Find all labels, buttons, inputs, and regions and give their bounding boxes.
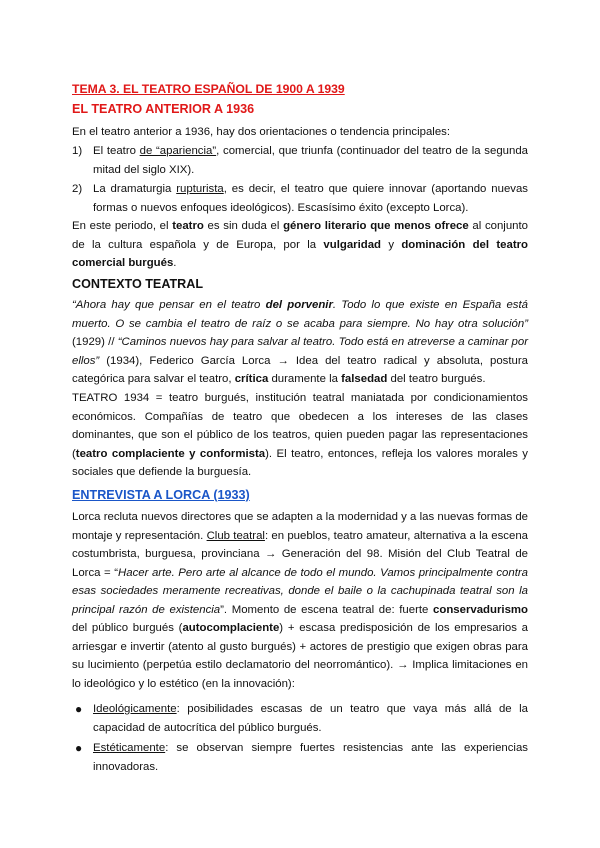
period-paragraph: En este periodo, el teatro es sin duda el género literario que menos ofrece al conjunto de la cultura española y de Europa, por la vulgaridad y dominación del teatro comercial burgués. [72,220,529,269]
bullet-item-esteticamente: Estéticamente: se observan siempre fuertes resistencias ante las experiencias innovadoras. [93,742,528,773]
underlined-term: Club teatral [206,529,265,542]
section-heading-entrevista-lorca: ENTREVISTA A LORCA (1933) [72,488,250,502]
document-title: TEMA 3. EL TEATRO ESPAÑOL DE 1900 A 1939 [72,82,345,96]
lorca-paragraph: Lorca recluta nuevos directores que se adapten a la modernidad y a las nuevas formas de montaje y representación. Club teatral: en pueblos, teatro amateur, alternativa a la escena costumbrista, burguesa, provinciana → Generación del 98. Misión del Club Teatral de Lorca = “Hacer arte. Pero arte al alcance de todo el mundo. Vamos principalmente contra esas sociedades meramente recreativas, donde el baile o la cachupinada teatral son la principal razón de existencia”. Momento de escena teatral de: fuerte conservadurismo del público burgués (autocomplaciente) + escasa predisposición de los empresarios a arriesgar e invertir (atento al gusto burgués) + actores de prestigio que exigen obras para su lucimiento (perpetúa estilo declamatorio del neorromántico). → Implica limitaciones en lo ideológico y lo estético (en la innovación): [72,511,529,690]
bullet-icon: ● [75,702,83,716]
underlined-term: de “apariencia” [139,145,217,157]
quote-paragraph: “Ahora hay que pensar en el teatro del porvenir. Todo lo que existe en España está muerto. O se cambia el teatro de raíz o se acaba para siempre. No hay otra solución” (1929) // “Caminos nuevos hay para salvar al teatro. Todo está en atreverse a caminar por ellos” (1934), Federico García Lorca → Idea del teatro radical y absoluta, postura categórica para salvar el teatro, crítica duramente la falsedad del teatro burgués. [72,299,528,385]
list-item-2: La dramaturgia rupturista, es decir, el teatro que quiere innovar (aportando nuevas formas o nuevos enfoques ideológicos). Escasísimo éxito (excepto Lorca). [93,183,528,214]
bullet-item-ideologicamente: Ideológicamente: posibilidades escasas de un teatro que vaya más allá de la capacidad de autocrítica del público burgués. [93,703,528,734]
section-heading-contexto-teatral: CONTEXTO TEATRAL [72,277,204,291]
underlined-term: rupturista [176,183,224,195]
underlined-term: Estéticamente [93,742,166,754]
list-number-2: 2) [72,183,83,195]
bullet-icon: ● [75,741,83,755]
underlined-term: Ideológicamente [93,703,177,715]
intro-paragraph: En el teatro anterior a 1936, hay dos orientaciones o tendencia principales: [72,126,451,138]
section-heading-teatro-anterior: EL TEATRO ANTERIOR A 1936 [72,102,255,116]
list-number-1: 1) [72,145,83,157]
teatro-1934-paragraph: TEATRO 1934 = teatro burgués, institución teatral maniatada por condicionamientos económicos. Compañías de teatro que obedecen a los intereses de las clases dominantes, que son el público de los teatros, quien pueden pagar las representaciones (teatro complaciente y conformista). El teatro, entonces, refleja los valores morales y sociales que defiende la burguesía. [72,392,528,478]
list-item-1: El teatro de “apariencia”, comercial, que triunfa (continuador del teatro de la segunda mitad del siglo XIX). [93,145,528,176]
